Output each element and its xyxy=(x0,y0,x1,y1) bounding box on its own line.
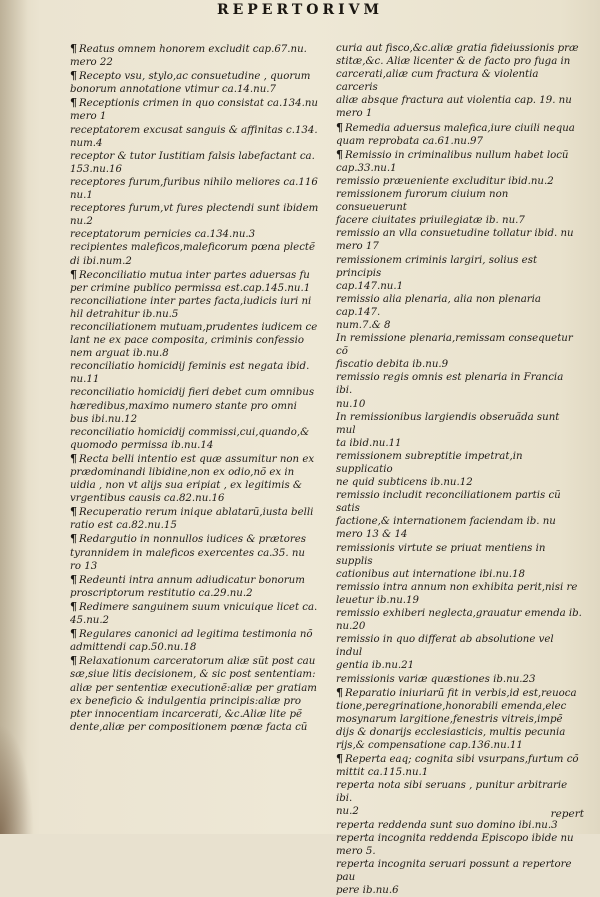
entry-line: nu.1 xyxy=(70,190,93,202)
index-entry xyxy=(336,450,582,489)
pilcrow-mark: ¶ xyxy=(336,752,343,766)
entry-line: hæredibus,maximo numero stante pro omni xyxy=(70,400,297,412)
entry-line: nu.2 xyxy=(70,216,93,228)
entry-line: remissio præueniente excluditur ibid.nu.2 xyxy=(336,175,554,187)
index-entry xyxy=(70,268,332,295)
entry-line: receptor & tutor Iustitiam falsis labefactant ca. xyxy=(70,150,315,162)
entry-line: rijs,& compensatione cap.136.nu.11 xyxy=(336,739,523,751)
entry-line xyxy=(70,573,332,587)
entry-line: vrgentibus causis ca.82.nu.16 xyxy=(70,493,225,505)
entry-line: reconciliationem mutuam,prudentes iudicem ce xyxy=(70,321,318,333)
entry-line: quomodo permissa ib.nu.14 xyxy=(70,439,214,451)
entry-text: Recuperatio rerum inique ablatarũ,iusta belli xyxy=(79,507,314,519)
entry-line: stitæ,&c. Aliæ licenter & de facto pro fuga in xyxy=(336,56,571,68)
entry-line xyxy=(336,752,582,766)
entry-line: curia aut fisco,&c.aliæ gratia fideiussionis præ xyxy=(336,43,579,54)
entry-line: remissio in quo differat ab absolutione vel indul xyxy=(336,634,554,659)
entry-line: reconciliatione inter partes facta,iudicis iuri ni xyxy=(70,295,312,307)
index-entry xyxy=(70,600,332,627)
entry-line: factione,& internationem faciendam ib. nu xyxy=(336,516,556,528)
entry-line: quam reprobata ca.61.nu.97 xyxy=(336,135,484,147)
entry-line: remissionis virtute se priuat mentiens in supplis xyxy=(336,542,546,567)
pilcrow-mark: ¶ xyxy=(70,42,77,55)
entry-line: ta ibid.nu.11 xyxy=(336,437,402,449)
entry-line: dijs & donarijs ecclesiasticis, multis pecunia xyxy=(336,726,566,738)
entry-line: remissio alia plenaria, alia non plenaria cap.147. xyxy=(336,293,541,318)
entry-line xyxy=(336,686,582,700)
pilcrow-mark: ¶ xyxy=(70,69,77,83)
index-entry xyxy=(70,452,332,505)
entry-line: reconciliatio homicidij fieri debet cum omnibus xyxy=(70,387,315,399)
entry-line: receptatorum pernicies ca.134.nu.3 xyxy=(70,229,256,241)
entry-line: admittendi cap.50.nu.18 xyxy=(70,642,197,654)
entry-line: receptores furum,furibus nihilo meliores ca.116 xyxy=(70,176,318,188)
entry-line: aliæ per sententiæ executionẽ:aliæ per gratiam xyxy=(70,682,317,694)
entry-text: Remissio in criminalibus nullum habet locũ xyxy=(345,149,569,161)
entry-line xyxy=(70,532,332,546)
entry-line: reperta reddenda sunt suo domino ibi.nu.3 xyxy=(336,819,558,831)
index-entry xyxy=(70,386,332,425)
entry-text: Reconciliatio mutua inter partes aduersas fu xyxy=(79,269,310,281)
entry-line: num.4 xyxy=(70,137,103,149)
entry-line: remissio regis omnis est plenaria in Francia ibi. xyxy=(336,372,564,397)
pilcrow-mark: ¶ xyxy=(336,120,343,134)
entry-text: Receptionis crimen in quo consistat ca.134.nu xyxy=(79,98,318,110)
index-entry xyxy=(70,532,332,572)
index-entry xyxy=(70,627,332,654)
entry-line: dente,aliæ per compositionem pœnæ facta cũ xyxy=(70,721,308,733)
index-entry xyxy=(70,228,332,241)
pilcrow-mark: ¶ xyxy=(336,685,343,699)
entry-line xyxy=(70,600,332,614)
index-entry xyxy=(70,241,332,267)
index-entry xyxy=(70,202,332,228)
pilcrow-mark: ¶ xyxy=(70,96,77,110)
pilcrow-mark: ¶ xyxy=(70,532,77,546)
entry-line xyxy=(70,42,332,56)
entry-line: mittit ca.115.nu.1 xyxy=(336,767,429,779)
entry-line xyxy=(70,96,332,110)
entry-text: Redargutio in nonnullos iudices & prætores xyxy=(79,534,306,546)
entry-line: nu.2 xyxy=(336,806,359,818)
gutter-shadow xyxy=(0,0,28,834)
entry-line: cationibus aut internatione ibi.nu.18 xyxy=(336,568,525,580)
entry-line xyxy=(70,452,332,466)
page-stain xyxy=(0,724,34,834)
entry-line: facere ciuitates priuilegiatæ ib. nu.7 xyxy=(336,215,525,227)
pilcrow-mark: ¶ xyxy=(70,505,77,519)
index-entry xyxy=(70,69,332,96)
entry-line: mero 17 xyxy=(336,241,379,253)
entry-line: reconciliatio homicidij feminis est negata ibid. xyxy=(70,361,310,373)
entry-line: remissionis variæ quæstiones ib.nu.23 xyxy=(336,673,536,685)
entry-line: nu.10 xyxy=(336,398,366,410)
entry-line: pter innocentiam incarcerati, &c.Aliæ lite pẽ xyxy=(70,708,302,720)
entry-line: mero 1 xyxy=(70,111,107,123)
entry-line: remissio an vlla consuetudine tollatur ibid. nu xyxy=(336,228,574,240)
index-entry xyxy=(336,371,582,410)
entry-line: pere ib.nu.6 xyxy=(336,885,399,896)
entry-line: di ibi.num.2 xyxy=(70,255,132,267)
entry-line: reconciliatio homicidij commissi,cui,quando,& xyxy=(70,426,310,438)
pilcrow-mark: ¶ xyxy=(70,599,77,613)
entry-line xyxy=(70,505,332,519)
entry-line: num.7.& 8 xyxy=(336,319,391,331)
entry-line xyxy=(70,654,332,668)
entry-line: remissionem criminis largiri, solius est principis xyxy=(336,254,538,279)
entry-text: Regulares canonici ad legitima testimonia nõ xyxy=(79,629,313,641)
index-entry xyxy=(336,254,582,293)
entry-line: gentia ib.nu.21 xyxy=(336,660,415,672)
index-entry xyxy=(336,121,582,148)
entry-text: Recepto vsu, stylo,ac consuetudine , quorum xyxy=(79,71,311,83)
entry-text: Reatus omnem honorem excludit cap.67.nu. xyxy=(79,44,307,55)
index-entry xyxy=(336,148,582,175)
index-entry xyxy=(70,654,332,734)
entry-line: tione,peregrinatione,honorabili emenda,elec xyxy=(336,700,567,712)
entry-text: Relaxationum carceratorum aliæ sũt post cau xyxy=(79,656,316,668)
index-entry xyxy=(336,411,582,450)
index-entry xyxy=(336,293,582,332)
left-column xyxy=(70,42,332,734)
pilcrow-mark: ¶ xyxy=(70,654,77,668)
entry-line: receptores furum,vt fures plectendi sunt ibidem xyxy=(70,203,319,215)
entry-line: mero 1 xyxy=(336,108,373,120)
index-entry xyxy=(336,633,582,672)
entry-line: per crimine publico permissa est.cap.145.nu.1 xyxy=(70,282,311,294)
index-entry xyxy=(336,858,582,897)
entry-line: recipientes maleficos,maleficorum pœna plectẽ xyxy=(70,242,316,254)
entry-text: Redimere sanguinem suum vnicuique licet ca. xyxy=(79,601,318,613)
entry-line: carcerati,aliæ cum fractura & violentia carceris xyxy=(336,69,539,94)
pilcrow-mark: ¶ xyxy=(70,572,77,586)
entry-line: remissio intra annum non exhibita perit,nisi re xyxy=(336,581,578,593)
entry-line: 153.nu.16 xyxy=(70,163,123,175)
index-entry xyxy=(336,227,582,253)
index-entry xyxy=(336,686,582,752)
index-entry xyxy=(70,42,332,69)
index-entry xyxy=(70,295,332,321)
entry-line: tyrannidem in maleficos exercentes ca.35. nu xyxy=(70,547,305,559)
entry-line: nem arguat ib.nu.8 xyxy=(70,348,169,360)
entry-line: reperta incognita reddenda Episcopo ibide nu xyxy=(336,832,574,844)
entry-line xyxy=(336,121,582,135)
right-column xyxy=(336,42,582,897)
index-entry xyxy=(70,96,332,123)
entry-text: Reparatio iniuriarũ fit in verbis,id est,reuoca xyxy=(345,687,577,699)
index-entry xyxy=(336,752,582,779)
entry-line: reperta nota sibi seruans , punitur arbitrarie ibi. xyxy=(336,780,568,805)
entry-line: leuetur ib.nu.19 xyxy=(336,594,419,606)
entry-line: cap.33.nu.1 xyxy=(336,162,397,174)
index-entry xyxy=(336,607,582,633)
index-entry xyxy=(70,176,332,202)
entry-line: ex beneficio & indulgentia principis:aliæ pro xyxy=(70,695,302,707)
entry-line: uidia , non vt alijs sua eripiat , ex legitimis & xyxy=(70,480,302,492)
entry-line: receptatorem excusat sanguis & affinitas c.134. xyxy=(70,124,318,136)
index-entry xyxy=(336,175,582,188)
entry-line: remissio exhiberi neglecta,grauatur emenda ib. xyxy=(336,608,582,620)
entry-line: fiscatio debita ib.nu.9 xyxy=(336,359,449,371)
entry-line: 45.nu.2 xyxy=(70,615,110,627)
index-entry xyxy=(336,542,582,581)
pilcrow-mark: ¶ xyxy=(70,267,77,281)
entry-text: Reperta eaq; cognita sibi vsurpans,furtum cõ xyxy=(345,754,579,766)
entry-line: bus ibi.nu.12 xyxy=(70,413,138,425)
entry-line: lant ne ex pace composita, criminis confessio xyxy=(70,335,305,347)
index-entry xyxy=(336,673,582,686)
index-entry xyxy=(70,505,332,532)
entry-line xyxy=(70,627,332,641)
index-entry xyxy=(70,573,332,600)
running-head: REPERTORIVM xyxy=(216,2,384,18)
entry-line: nu.20 xyxy=(336,621,366,633)
index-entry xyxy=(336,332,582,371)
entry-line: sæ,siue litis decisionem, & sic post sententiam: xyxy=(70,669,316,681)
entry-line xyxy=(70,69,332,83)
entry-line: remissio includit reconciliationem partis cũ satis xyxy=(336,490,561,515)
index-entry xyxy=(70,150,332,176)
entry-line: mero 5. xyxy=(336,845,376,857)
pilcrow-mark: ¶ xyxy=(70,451,77,465)
index-entry xyxy=(336,832,582,858)
entry-text: Redeunti intra annum adiudicatur bonorum xyxy=(79,574,305,586)
entry-line: ro 13 xyxy=(70,560,98,572)
entry-line: prædominandi libidine,non ex odio,nõ ex in xyxy=(70,467,295,478)
index-entry xyxy=(336,42,582,121)
pilcrow-mark: ¶ xyxy=(336,147,343,161)
entry-line: proscriptorum restitutio ca.29.nu.2 xyxy=(70,587,253,599)
index-entry xyxy=(70,321,332,360)
entry-line: mosynarum largitione,fenestris vitreis,impẽ xyxy=(336,713,563,725)
entry-text: Recta belli intentio est quæ assumitur non ex xyxy=(79,453,315,465)
catchword: repert xyxy=(550,808,584,820)
entry-line: In remissione plenaria,remissam consequetur cõ xyxy=(336,333,573,358)
entry-line: In remissionibus largiendis obseruãda sunt mul xyxy=(336,411,560,436)
index-entry xyxy=(336,489,582,541)
entry-line: ratio est ca.82.nu.15 xyxy=(70,520,177,532)
entry-line xyxy=(70,268,332,282)
index-entry xyxy=(70,124,332,150)
entry-text: Remedia aduersus malefica,iure ciuili nequa xyxy=(345,122,575,134)
entry-line: remissionem furorum ciuium non consueuerunt xyxy=(336,189,509,214)
entry-line: bonorum annotatione vtimur ca.14.nu.7 xyxy=(70,84,276,96)
index-entry xyxy=(336,581,582,607)
entry-line: aliæ absque fractura aut violentia cap. 19. nu xyxy=(336,95,572,107)
index-entry xyxy=(70,426,332,452)
entry-line: cap.147.nu.1 xyxy=(336,280,404,292)
entry-line xyxy=(336,148,582,162)
entry-line: mero 13 & 14 xyxy=(336,529,408,541)
index-entry xyxy=(336,819,582,832)
index-entry xyxy=(336,779,582,818)
entry-line: remissionem subreptitie impetrat,in supplicatio xyxy=(336,450,523,475)
entry-line: reperta incognita seruari possunt a repertore pau xyxy=(336,858,572,883)
entry-line: ne quid subticens ib.nu.12 xyxy=(336,477,473,489)
index-entry xyxy=(336,188,582,227)
index-entry xyxy=(70,360,332,386)
entry-line: nu.11 xyxy=(70,374,100,386)
entry-line: mero 22 xyxy=(70,57,113,69)
pilcrow-mark: ¶ xyxy=(70,627,77,641)
entry-line: hil detrahitur ib.nu.5 xyxy=(70,308,179,320)
